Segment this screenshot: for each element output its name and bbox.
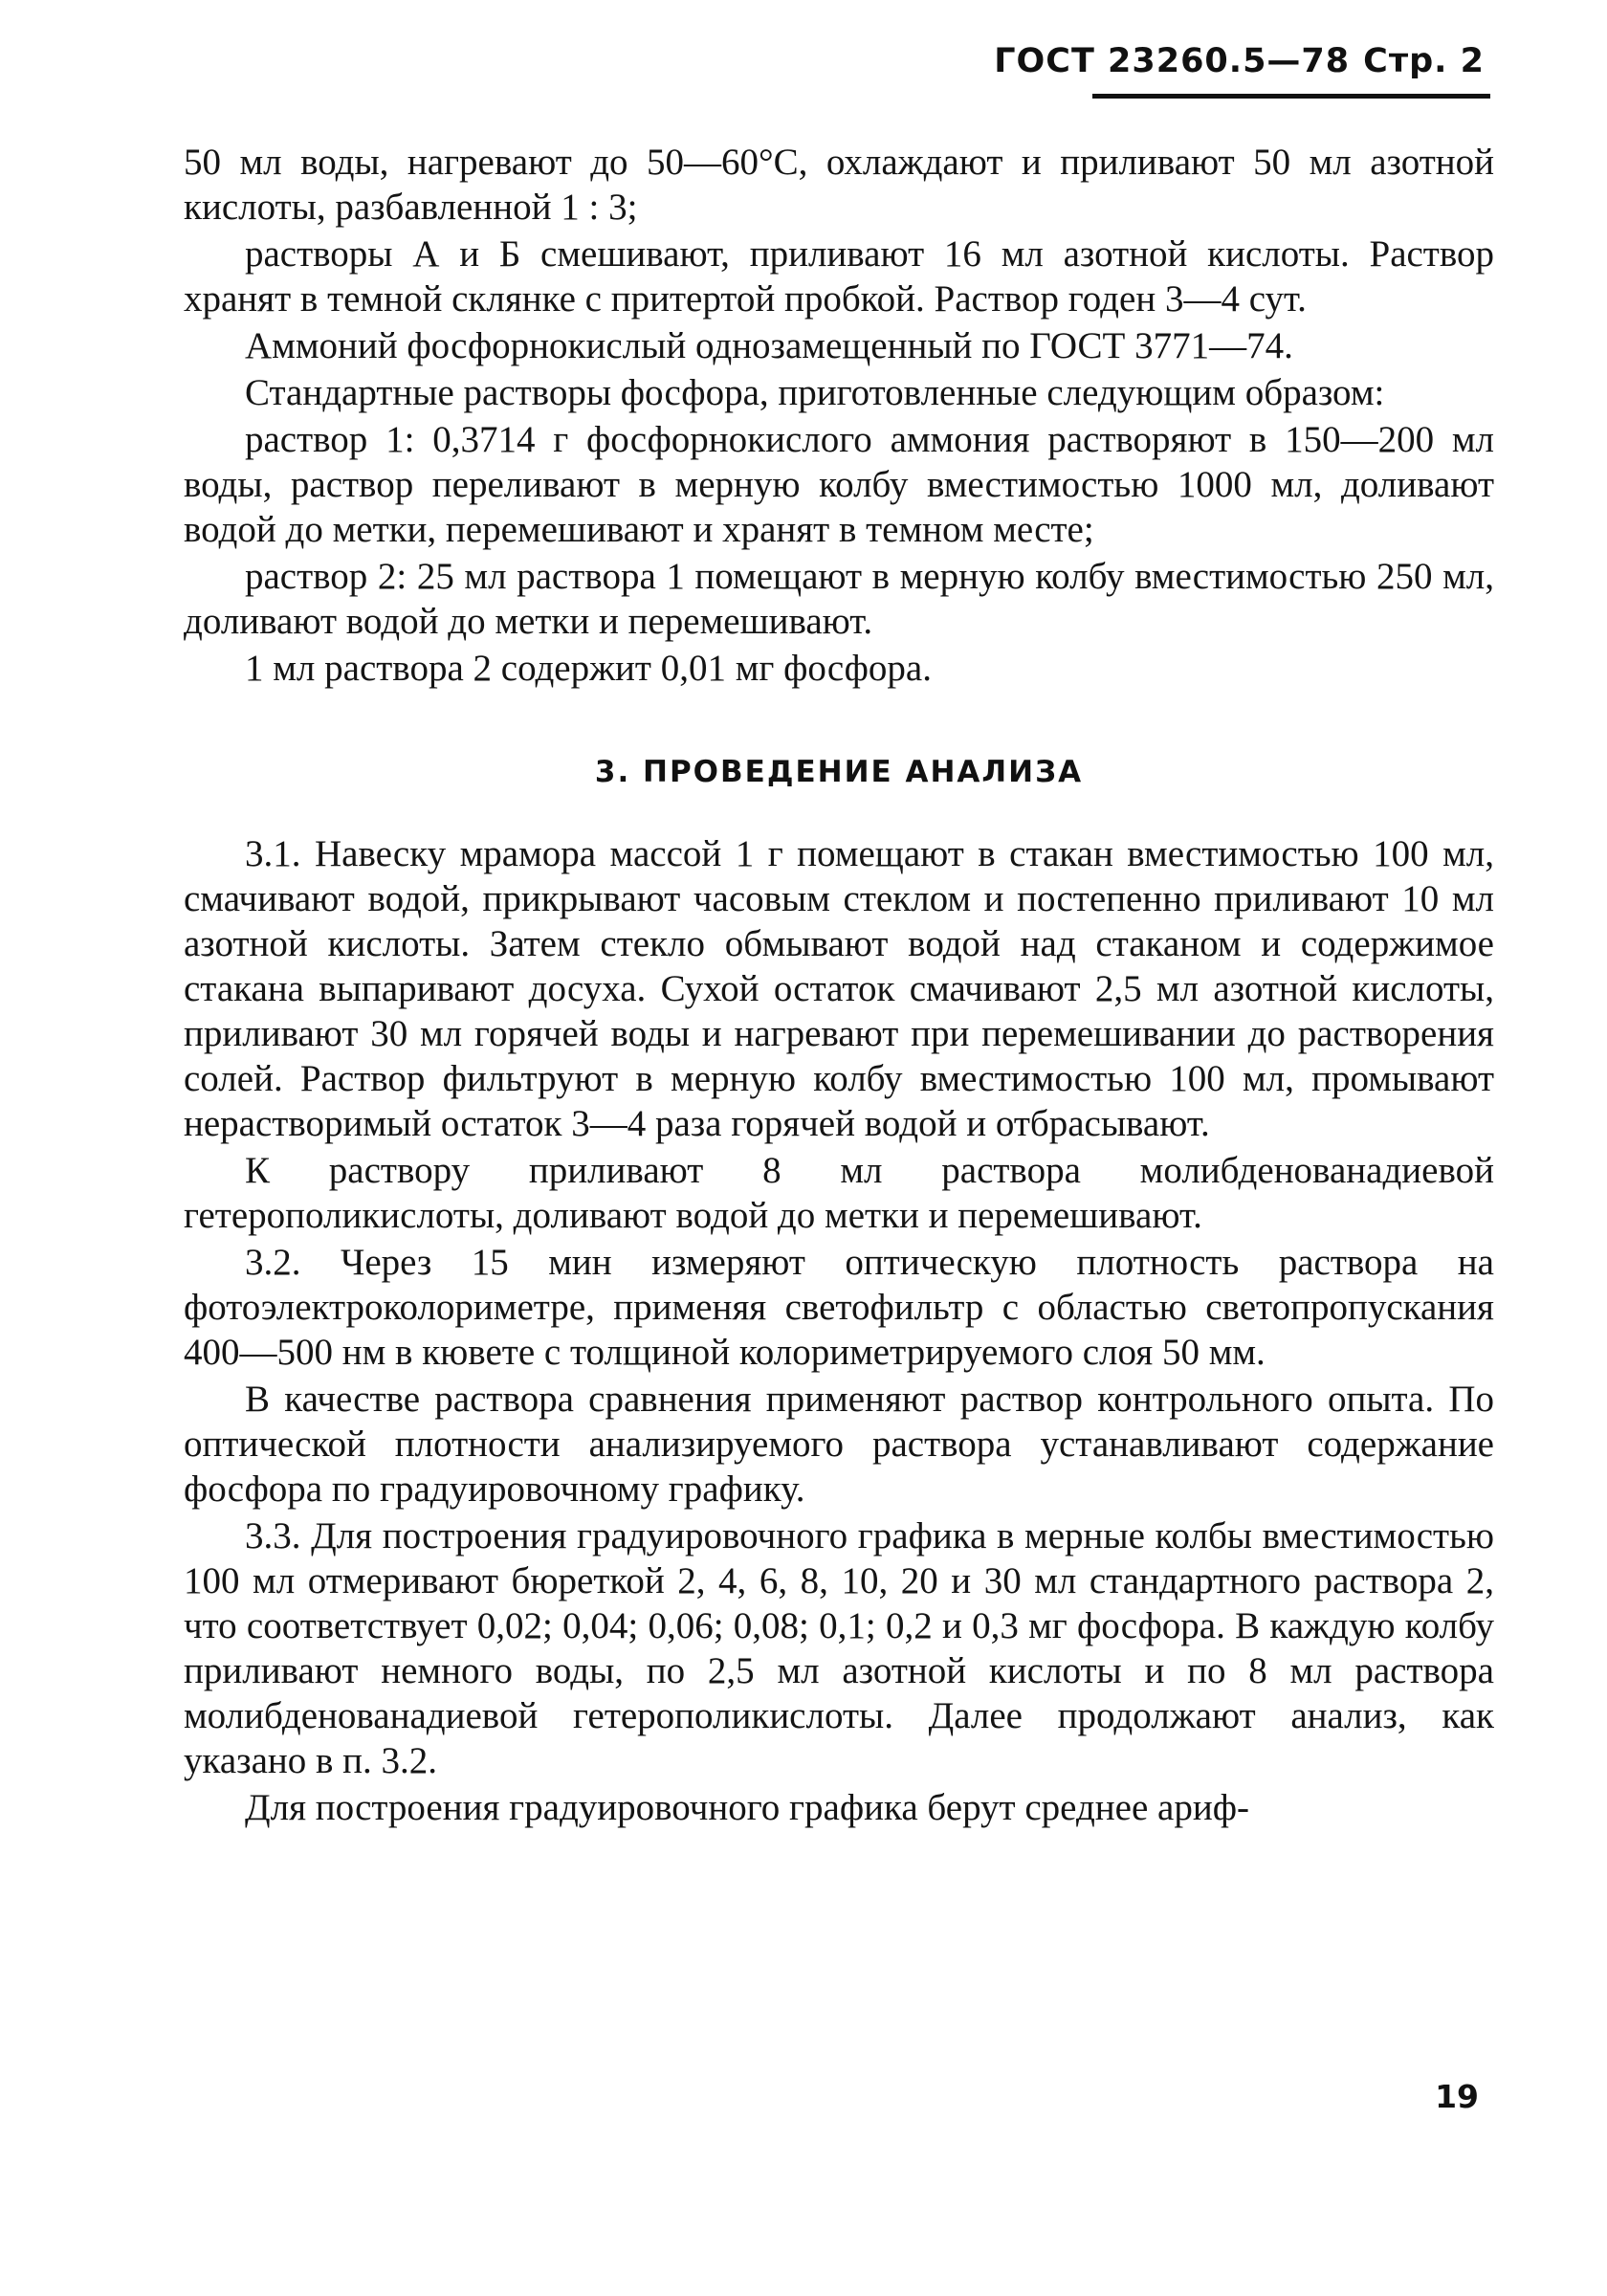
paragraph: растворы А и Б смешивают, приливают 16 мл азотной кислоты. Раствор хранят в темной склянке с притертой пробкой. Раствор годен 3—4 сут. [184,233,1494,320]
paragraph: Для построения градуировочного графика берут среднее ариф- [245,1787,1249,1828]
running-header [994,42,1485,80]
paragraph: 3.1. Навеску мрамора массой 1 г помещают в стакан вместимостью 100 мл, смачивают водой, прикрывают часовым стеклом и постепенно приливают 10 мл азотной кислоты. Затем стекло обмывают водой над стаканом и содержимое стакана выпаривают досуха. Сухой остаток смачивают 2,5 мл азотной кислоты, приливают 30 мл горячей воды и нагревают при перемешивании до растворения солей. Раствор фильтруют в мерную колбу вместимостью 100 мл, промывают нерастворимый остаток 3—4 раза горячей водой и отбрасывают. [184,833,1494,1144]
body-text [184,140,1494,1832]
paragraph: Стандартные растворы фосфора, приготовленные следующим образом: [245,372,1385,413]
paragraph: 1 мл раствора 2 содержит 0,01 мг фосфора. [245,648,932,689]
paragraph: К раствору приливают 8 мл раствора молибденованадиевой гетерополикислоты, доливают водой до метки и перемешивают. [184,1150,1494,1236]
paragraph: 3.3. Для построения градуировочного графика в мерные колбы вместимостью 100 мл отмеривают бюреткой 2, 4, 6, 8, 10, 20 и 30 мл стандартного раствора 2, что соответствует 0,02; 0,04; 0,06; 0,08; 0,1; 0,2 и 0,3 мг фосфора. В каждую колбу приливают немного воды, по 2,5 мл азотной кислоты и по 8 мл раствора молибденованадиевой гетерополикислоты. Далее продолжают анализ, как указано в п. 3.2. [184,1515,1494,1781]
paragraph: 50 мл воды, нагревают до 50—60°С, охлаждают и приливают 50 мл азотной кислоты, разбавленной 1 : 3; [184,142,1494,228]
header-page-label: Стр. 2 [1363,42,1485,80]
standard-designation: ГОСТ 23260.5—78 [994,42,1351,80]
paragraph: раствор 2: 25 мл раствора 1 помещают в мерную колбу вместимостью 250 мл, доливают водой до метки и перемешивают. [184,556,1494,642]
page-number: 19 [1435,2078,1479,2115]
paragraph: раствор 1: 0,3714 г фосфорнокислого аммония растворяют в 150—200 мл воды, раствор переливают в мерную колбу вместимостью 1000 мл, доливают водой до метки, перемешивают и хранят в темном месте; [184,419,1494,550]
paragraph: 3.2. Через 15 мин измеряют оптическую плотность раствора на фотоэлектроколориметре, применяя светофильтр с областью светопропускания 400—500 нм в кювете с толщиной колориметрируемого слоя 50 мм. [184,1242,1494,1373]
header-rule [1092,94,1490,99]
section-heading: 3. ПРОВЕДЕНИЕ АНАЛИЗА [594,755,1084,789]
paragraph: В качестве раствора сравнения применяют раствор контрольного опыта. По оптической плотности анализируемого раствора устанавливают содержание фосфора по градуировочному графику. [184,1379,1494,1510]
paragraph: Аммоний фосфорнокислый однозамещенный по ГОСТ 3771—74. [245,325,1293,366]
